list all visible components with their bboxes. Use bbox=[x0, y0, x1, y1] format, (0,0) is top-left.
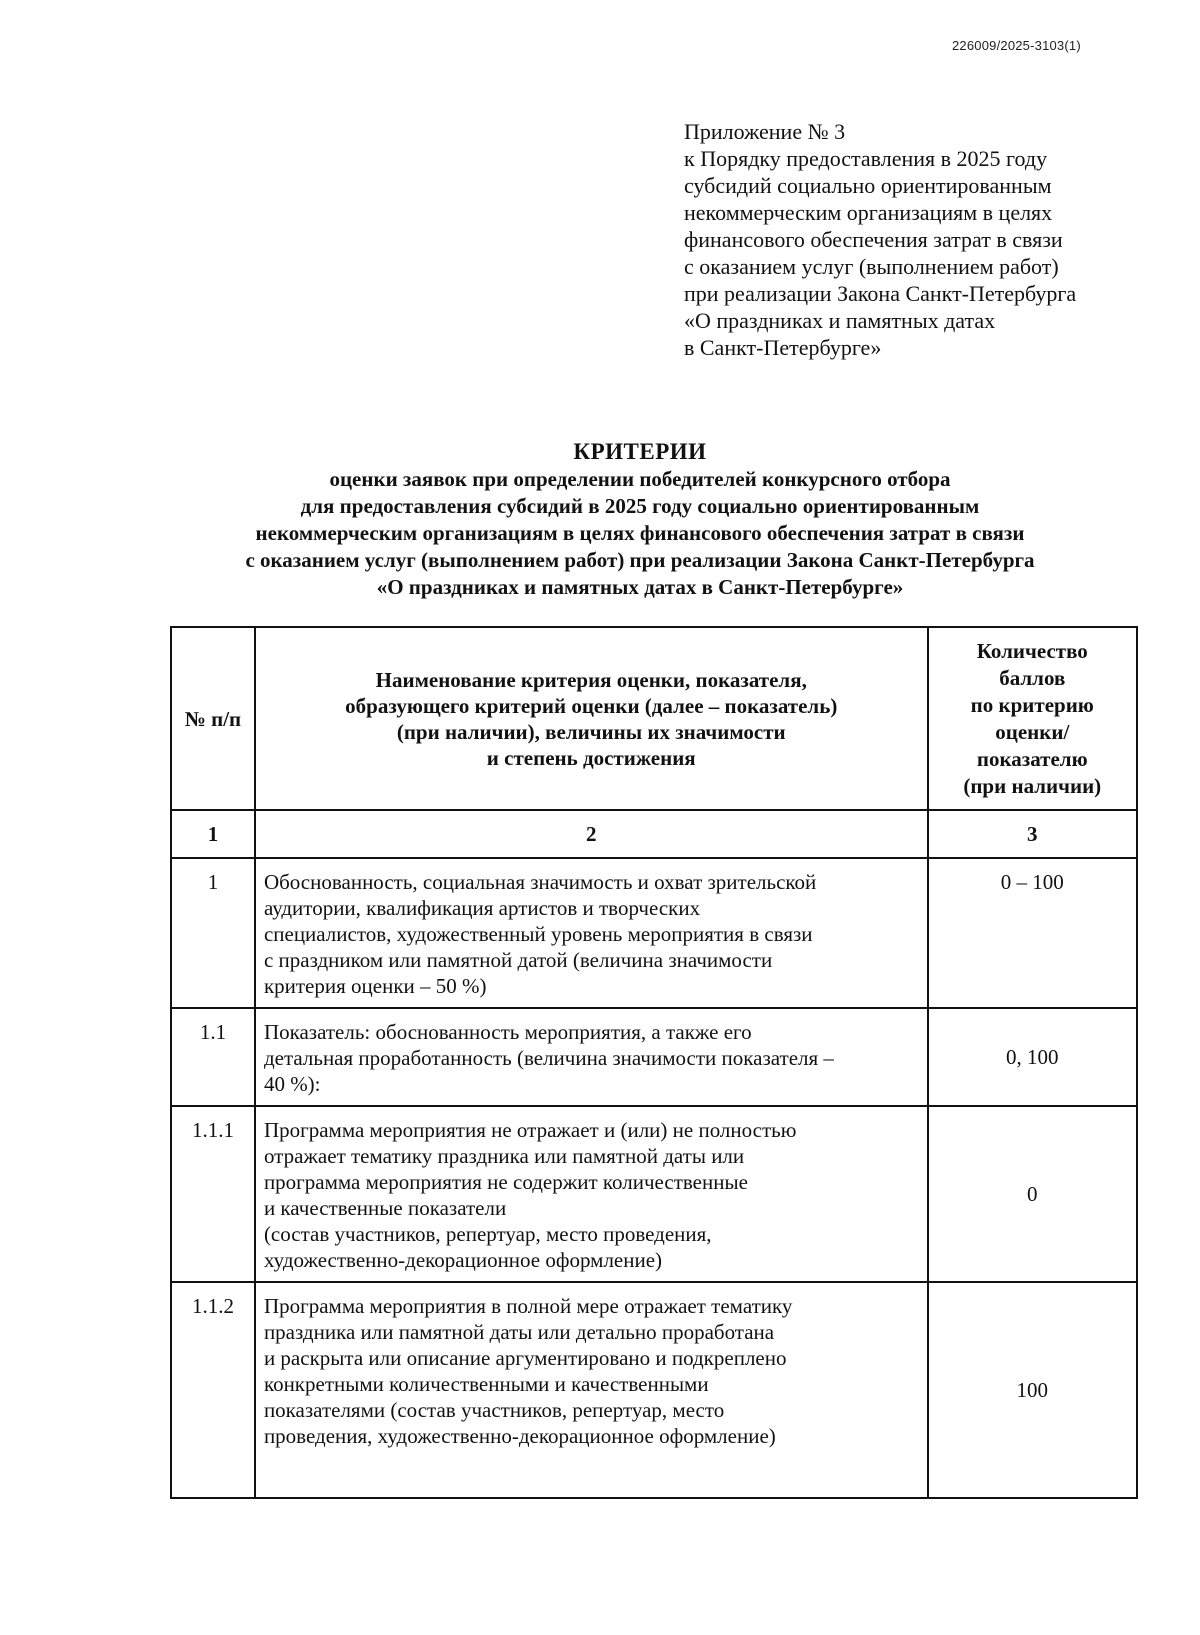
table-row bbox=[171, 1008, 1137, 1106]
header-name-line: Наименование критерия оценки, показателя, bbox=[375, 667, 807, 692]
table-row bbox=[171, 1106, 1137, 1282]
criteria-table bbox=[170, 626, 1138, 1499]
appendix-line: Приложение № 3 bbox=[684, 119, 846, 144]
appendix-line: финансового обеспечения затрат в связи bbox=[684, 227, 1063, 252]
header-score-line: показателю bbox=[976, 746, 1088, 771]
header-score bbox=[928, 627, 1137, 810]
column-number-row bbox=[171, 810, 1137, 858]
column-number: 1 bbox=[171, 810, 255, 858]
row-name-line: проведения, художественно-декорационное оформление) bbox=[263, 1424, 776, 1448]
row-num: 1 bbox=[171, 858, 255, 1008]
header-score-line: по критерию bbox=[970, 692, 1094, 717]
row-name-line: конкретными количественными и качественными bbox=[263, 1372, 709, 1396]
document-heading bbox=[150, 438, 1130, 601]
row-name-line: художественно-декорационное оформление) bbox=[263, 1248, 663, 1272]
header-name bbox=[255, 627, 928, 810]
appendix-line: некоммерческим организациям в целях bbox=[684, 200, 1053, 225]
table-row bbox=[171, 1282, 1137, 1498]
row-name-line: с праздником или памятной датой (величина значимости bbox=[263, 948, 773, 972]
appendix-line: к Порядку предоставления в 2025 году bbox=[684, 146, 1048, 171]
header-name-line: и степень достижения bbox=[486, 745, 696, 770]
heading-subtitle-line: для предоставления субсидий в 2025 году социально ориентированным bbox=[300, 494, 980, 518]
row-name-line: Показатель: обоснованность мероприятия, а также его bbox=[263, 1020, 752, 1044]
row-name-line: показателями (состав участников, репертуар, место bbox=[263, 1398, 725, 1422]
header-score-line: (при наличии) bbox=[963, 773, 1102, 798]
row-name bbox=[255, 1008, 928, 1106]
row-name bbox=[255, 858, 928, 1008]
row-name-line: критерия оценки – 50 %) bbox=[263, 974, 487, 998]
row-name-line: Программа мероприятия в полной мере отражает тематику bbox=[263, 1294, 793, 1318]
document-title: КРИТЕРИИ bbox=[573, 439, 707, 464]
row-name-line: праздника или памятной даты или детально проработана bbox=[263, 1320, 775, 1344]
header-name-line: (при наличии), величины их значимости bbox=[396, 719, 786, 744]
row-num: 1.1.2 bbox=[171, 1282, 255, 1498]
header-name-line: образующего критерий оценки (далее – показатель) bbox=[345, 693, 838, 718]
row-name bbox=[255, 1106, 928, 1282]
heading-subtitle-line: некоммерческим организациям в целях финансового обеспечения затрат в связи bbox=[255, 521, 1025, 545]
document-id: 226009/2025-3103(1) bbox=[952, 38, 1081, 53]
header-num: № п/п bbox=[171, 627, 255, 810]
row-name-line: отражает тематику праздника или памятной даты или bbox=[263, 1144, 745, 1168]
column-number: 3 bbox=[928, 810, 1137, 858]
row-score: 0 bbox=[928, 1106, 1137, 1282]
row-name-line: и качественные показатели bbox=[263, 1196, 507, 1220]
header-score-line: оценки/ bbox=[995, 719, 1070, 744]
row-name-line: программа мероприятия не содержит количественные bbox=[263, 1170, 748, 1194]
row-name-line: 40 %): bbox=[263, 1072, 321, 1096]
heading-subtitle-line: с оказанием услуг (выполнением работ) при реализации Закона Санкт-Петербурга bbox=[245, 548, 1035, 572]
appendix-line: с оказанием услуг (выполнением работ) bbox=[684, 254, 1059, 279]
row-name-line: Программа мероприятия не отражает и (или) не полностью bbox=[263, 1118, 797, 1142]
row-name-line: Обоснованность, социальная значимость и охват зрительской bbox=[263, 870, 817, 894]
column-number: 2 bbox=[255, 810, 928, 858]
appendix-line: при реализации Закона Санкт-Петербурга bbox=[684, 281, 1077, 306]
row-name-line: (состав участников, репертуар, место проведения, bbox=[263, 1222, 712, 1246]
heading-subtitle-line: «О праздниках и памятных датах в Санкт-Петербурге» bbox=[376, 575, 904, 599]
appendix-line: субсидий социально ориентированным bbox=[684, 173, 1052, 198]
heading-subtitle-line: оценки заявок при определении победителей конкурсного отбора bbox=[329, 467, 951, 491]
row-score: 0, 100 bbox=[928, 1008, 1137, 1106]
table-header-row bbox=[171, 627, 1137, 810]
row-score: 0 – 100 bbox=[928, 858, 1137, 1008]
header-score-line: Количество bbox=[976, 638, 1088, 663]
row-name-line: специалистов, художественный уровень мероприятия в связи bbox=[263, 922, 813, 946]
row-score: 100 bbox=[928, 1282, 1137, 1498]
row-name-line: детальная проработанность (величина значимости показателя – bbox=[263, 1046, 834, 1070]
row-name-line: и раскрыта или описание аргументировано и подкреплено bbox=[263, 1346, 787, 1370]
appendix-note bbox=[684, 118, 1184, 361]
table-row bbox=[171, 858, 1137, 1008]
header-score-line: баллов bbox=[999, 665, 1066, 690]
row-name-line: аудитории, квалификация артистов и творческих bbox=[263, 896, 701, 920]
row-num: 1.1.1 bbox=[171, 1106, 255, 1282]
appendix-line: «О праздниках и памятных датах bbox=[684, 308, 996, 333]
row-num: 1.1 bbox=[171, 1008, 255, 1106]
row-name bbox=[255, 1282, 928, 1498]
appendix-line: в Санкт-Петербурге» bbox=[684, 335, 882, 360]
